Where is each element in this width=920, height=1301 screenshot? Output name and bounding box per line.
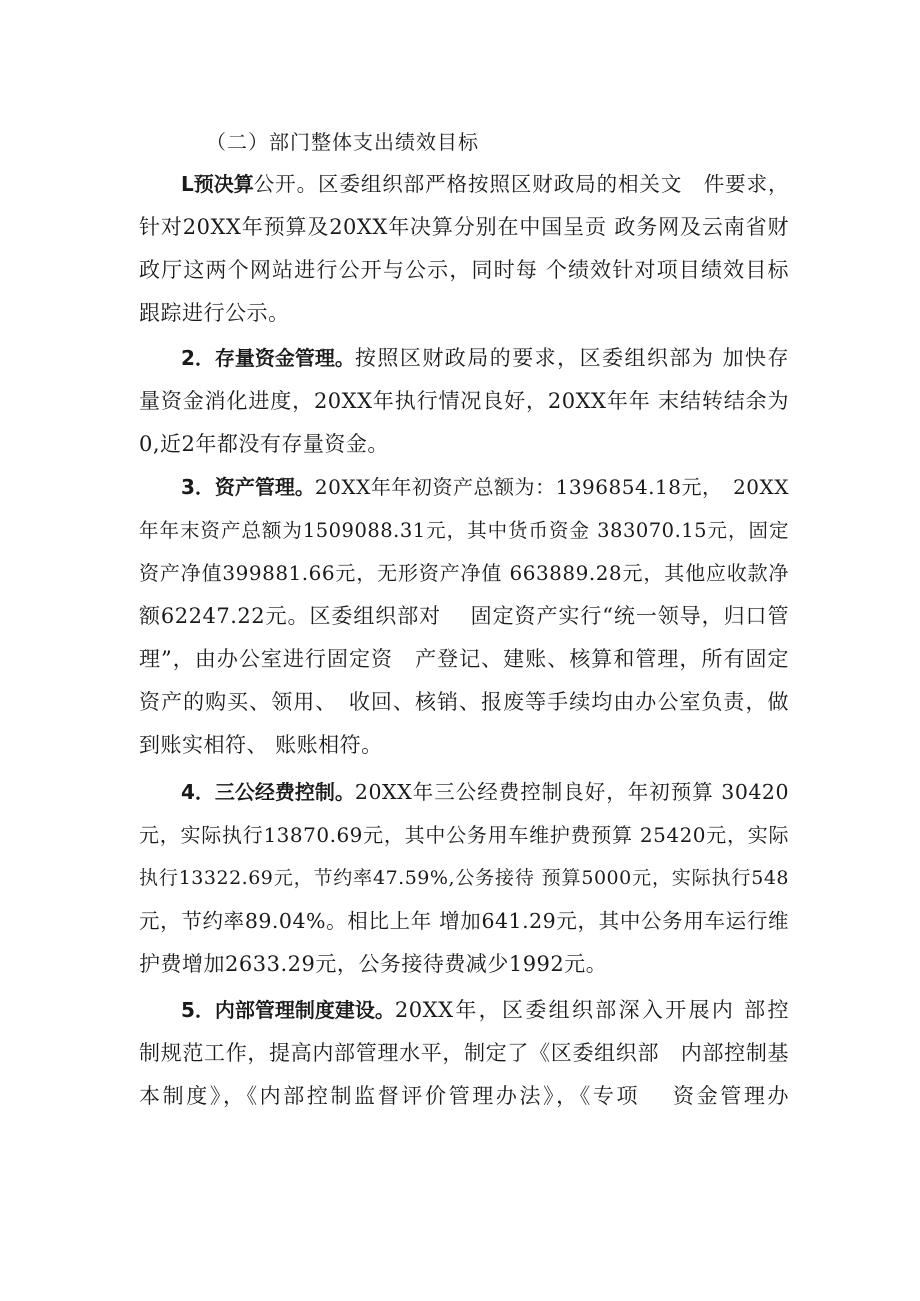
paragraph-line (139, 509, 789, 552)
line-text: 20XX年三公经费控制良好，年初预算 30420 (354, 780, 789, 804)
paragraph-line (139, 163, 789, 206)
line-text: 20XX年，区委组织部深入开展内 部控 (394, 998, 789, 1022)
paragraph-line (139, 292, 789, 335)
paragraph-lead: 5．内部管理制度建设。 (181, 998, 395, 1022)
line-text: 理”，由办公室进行固定资 产登记、建账、核算和管理，所有固定 (139, 647, 789, 671)
paragraph-line (139, 638, 789, 681)
paragraph-lead: 4．三公经费控制。 (181, 780, 355, 804)
line-text: 资产净值399881.66元，无形资产净值 663889.28元，其他应收款净 (139, 561, 789, 585)
paragraph-lead: 3．资产管理。 (181, 475, 315, 499)
paragraph-line (139, 595, 789, 638)
line-text: 公开。区委组织部严格按照区财政局的相关文 件要求， (253, 172, 789, 196)
paragraph-line (139, 989, 789, 1032)
paragraph-line (139, 380, 789, 423)
line-text: 执行13322.69元，节约率47.59%,公务接待 预算5000元，实际执行548 (139, 867, 789, 889)
paragraph-line (139, 724, 789, 767)
section-heading: （二）部门整体支出绩效目标 (206, 130, 479, 154)
paragraph-line (139, 1032, 789, 1075)
line-text: 资产的购买、领用、 收回、核销、报废等手续均由办公室负责，做 (139, 690, 789, 714)
line-text: 制规范工作，提高内部管理水平，制定了《区委组织部 内部控制基 (139, 1041, 789, 1065)
line-text: 元，节约率89.04%。相比上年 增加641.29元，其中公务用车运行维 (139, 909, 789, 933)
line-text: 量资金消化进度，20XX年执行情况良好，20XX年年 末结转结余为 (139, 389, 789, 413)
paragraph-lead: 2．存量资金管理。 (181, 346, 355, 370)
paragraph-line (139, 681, 789, 724)
paragraph-line (139, 337, 789, 380)
paragraph-line (139, 423, 789, 466)
paragraph-stock-funds (139, 337, 789, 466)
paragraph-line (139, 771, 789, 814)
paragraph-line (139, 249, 789, 292)
paragraph-internal-management (139, 989, 789, 1118)
line-text: 元，实际执行13870.69元，其中公务用车维护费预算 25420元，实际 (139, 823, 789, 847)
paragraph-disclosure (139, 163, 789, 335)
paragraph-line (139, 206, 789, 249)
line-text: 到账实相符、 账账相符。 (139, 733, 383, 757)
line-text: 0,近2年都没有存量资金。 (139, 432, 389, 456)
line-text: 年年末资产总额为1509088.31元，其中货币资金 383070.15元，固定 (139, 519, 789, 542)
line-text: 护费增加2633.29元，公务接待费减少1992元。 (139, 952, 608, 976)
line-text: 额62247.22元。区委组织部对 固定资产实行“统一领导，归口管 (139, 604, 789, 628)
line-text: 本制度》，《内部控制监督评价管理办法》，《专项 资金管理办 (139, 1084, 789, 1108)
paragraph-line (139, 1075, 789, 1118)
line-text: 按照区财政局的要求，区委组织部为 加快存 (354, 346, 789, 370)
line-text: 针对20XX年预算及20XX年决算分别在中国呈贡 政务网及云南省财 (139, 215, 789, 239)
paragraph-lead: L预决算 (181, 172, 254, 196)
paragraph-three-public-expenses (139, 771, 789, 986)
paragraph-line (139, 466, 789, 509)
paragraph-line (139, 814, 789, 857)
line-text: 跟踪进行公示。 (139, 301, 290, 325)
line-text: 20XX年年初资产总额为：1396854.18元， 20XX (314, 475, 789, 499)
paragraph-line (139, 552, 789, 595)
paragraph-line (139, 943, 789, 986)
line-text: 政厅这两个网站进行公开与公示，同时每 个绩效针对项目绩效目标 (139, 258, 789, 282)
paragraph-assets (139, 466, 789, 767)
paragraph-line (139, 900, 789, 943)
paragraph-line (139, 857, 789, 900)
